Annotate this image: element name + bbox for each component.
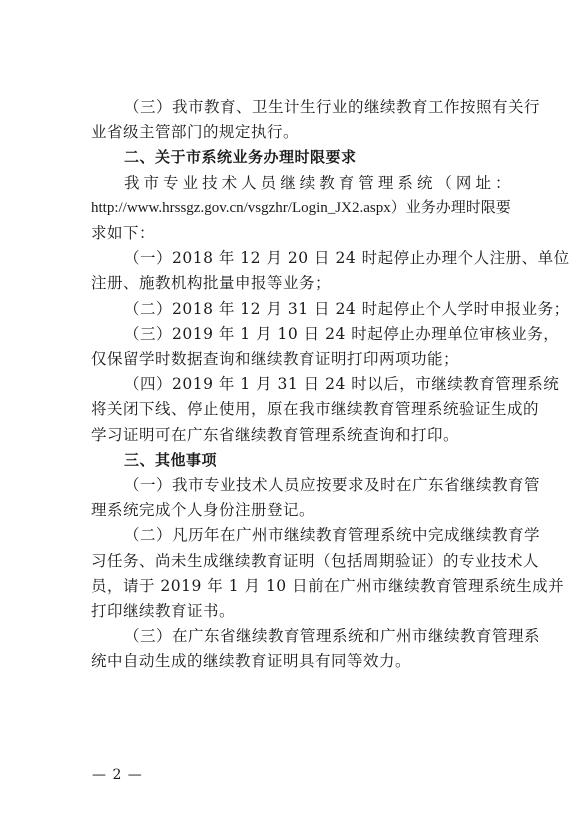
paragraph-line: （一）2018 年 12 月 20 日 24 时起停止办理个人注册、单位 — [124, 249, 570, 268]
paragraph-line-url: http://www.hrssgz.gov.cn/vsgzhr/Login_JX2.aspx）业务办理时限要 — [91, 199, 511, 216]
paragraph-line: （二）凡历年在广州市继续教育管理系统中完成继续教育学 — [124, 526, 541, 545]
paragraph-line: （一）我市专业技术人员应按要求及时在广东省继续教育管 — [124, 476, 541, 494]
section-heading: 二、关于市系统业务办理时限要求 — [124, 148, 357, 167]
paragraph-line: （三）我市教育、卫生计生行业的继续教育工作按照有关行 — [124, 98, 541, 116]
paragraph-line: （三）在广东省继续教育管理系统和广州市继续教育管理系 — [124, 627, 541, 646]
paragraph-line: 打印继续教育证书。 — [91, 602, 236, 620]
paragraph-line: （四）2019 年 1 月 31 日 24 时以后，市继续教育管理系统 — [124, 375, 560, 394]
paragraph-line: 学习证明可在广东省继续教育管理系统查询和打印。 — [91, 425, 460, 444]
section-heading: 三、其他事项 — [124, 450, 218, 469]
paragraph-line: 仅保留学时数据查询和继续教育证明打印两项功能； — [91, 350, 460, 368]
paragraph-line: 业省级主管部门的规定执行。 — [91, 123, 300, 142]
paragraph-line: 理系统完成个人身份注册登记。 — [91, 501, 316, 520]
paragraph-line: 求如下： — [91, 224, 156, 242]
paragraph-line: 将关闭下线、停止使用，原在我市继续教育管理系统验证生成的 — [91, 400, 540, 419]
paragraph-line: 习任务、尚未生成继续教育证明（包括周期验证）的专业技术人 — [91, 551, 540, 570]
paragraph-line: 注册、施教机构批量申报等业务； — [91, 274, 332, 293]
paragraph-line: 我市专业技术人员继续教育管理系统（网址： — [124, 173, 511, 192]
paragraph-line: （二）2018 年 12 月 31 日 24 时起停止个人学时申报业务； — [124, 299, 570, 318]
page-number: — 2 — — [92, 767, 143, 783]
paragraph-line: （三）2019 年 1 月 10 日 24 时起停止办理单位审核业务， — [124, 324, 560, 343]
paragraph-line: 统中自动生成的继续教育证明具有同等效力。 — [91, 652, 412, 671]
paragraph-line: 员，请于 2019 年 1 月 10 日前在广州市继续教育管理系统生成并 — [91, 576, 565, 595]
